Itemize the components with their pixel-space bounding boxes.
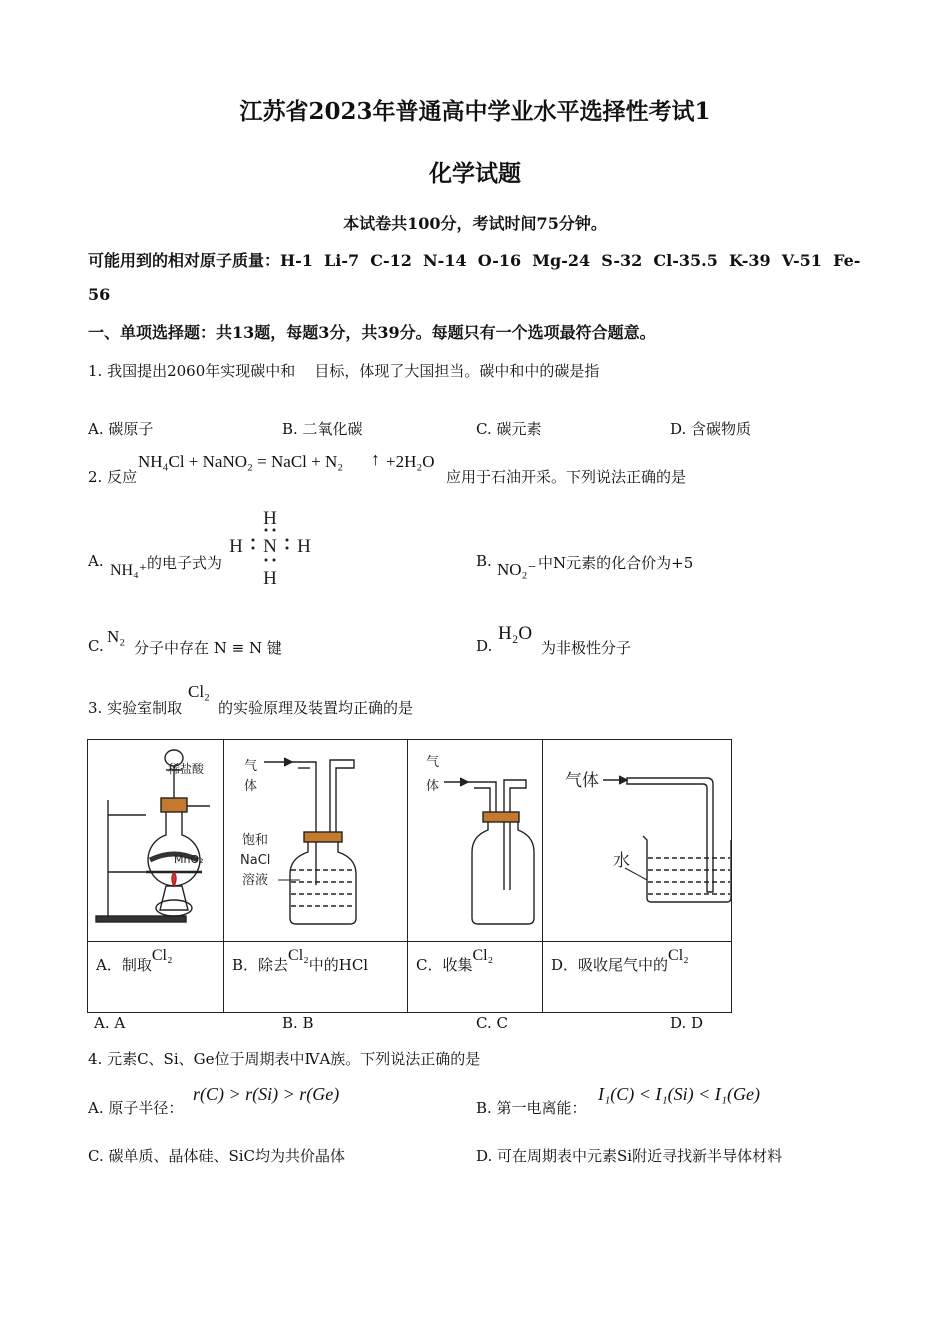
caption-a (88, 942, 224, 1013)
svg-text:H: H (263, 568, 277, 587)
caption-b-text: B．除去 (232, 956, 289, 974)
q3-option-b: B. B (282, 1014, 314, 1032)
svg-text:N: N (263, 536, 277, 557)
q2-option-a-formula: NH₄⁺ (110, 562, 148, 579)
q2-equation-right: +2H₂O (386, 452, 435, 471)
q1-option-c: C. 碳元素 (476, 420, 542, 438)
atomic-masses: 可能用到的相对原子质量：H-1 Li-7 C-12 N-14 O-16 Mg-24 S-32 Cl-35.5 K-39 V-51 Fe- (88, 251, 861, 270)
caption-b (224, 942, 408, 1013)
q2-prefix: 2. 反应 (88, 468, 138, 486)
q3-stem-suffix: 的实验原理及装置均正确的是 (218, 699, 414, 717)
figure-d-cell (543, 740, 732, 942)
exam-title: 江苏省2023年普通高中学业水平选择性考试1 (239, 98, 711, 125)
exam-info: 本试卷共100分，考试时间75分钟。 (343, 214, 607, 233)
figure-d-label-gas: 气体 (565, 771, 599, 791)
svg-text:H: H (263, 508, 277, 529)
q3-option-a: A. A (94, 1014, 126, 1032)
caption-a-text: A．制取 (96, 956, 152, 974)
atomic-masses-cont: 56 (88, 285, 111, 304)
washing-bottle-figure (224, 740, 407, 937)
q2-option-a-label: A. (88, 552, 104, 570)
q3-option-c: C. C (476, 1014, 508, 1032)
q3-stem-formula: Cl₂ (188, 682, 210, 701)
q2-option-d-text: 为非极性分子 (541, 639, 632, 657)
figure-b-label-nacl: NaCl (240, 853, 271, 868)
q1-stem: 1. 我国提出2060年实现碳中和 目标，体现了大国担当。碳中和中的碳是指 (88, 362, 600, 380)
q4-stem: 4. 元素C、Si、Ge位于周期表中ⅣA族。下列说法正确的是 (88, 1050, 481, 1068)
q1-option-d: D. 含碳物质 (670, 420, 752, 438)
q2-suffix: 应用于石油开采。下列说法正确的是 (446, 468, 687, 486)
figure-b-label-sat: 饱和 (242, 833, 269, 848)
q2-option-c-label: C. (88, 637, 104, 655)
q2-option-b-formula: NO₂⁻ (497, 560, 537, 579)
figure-c-cell (408, 740, 543, 942)
q2-equation-left: NH₄Cl + NaNO₂ = NaCl + N₂ (138, 452, 344, 471)
q2-option-d-formula: H₂O (498, 623, 533, 644)
q2-option-c-text: 分子中存在 N ≡ N 键 (134, 639, 282, 657)
q1-option-b: B. 二氧化碳 (282, 420, 363, 438)
caption-c-text: C．收集 (416, 956, 473, 974)
q4-option-a-formula: r(C) > r(Si) > r(Ge) (193, 1084, 340, 1104)
q2-option-d-label: D. (476, 637, 493, 655)
q3-stem-prefix: 3. 实验室制取 (88, 699, 183, 717)
collection-bottle-figure (408, 740, 542, 937)
svg-text:H: H (229, 536, 243, 557)
section-heading: 一、单项选择题：共13题，每题3分，共39分。每题只有一个选项最符合题意。 (88, 323, 656, 342)
figure-b-label-solution: 溶液 (242, 873, 269, 888)
figure-d-label-water: 水 (613, 851, 630, 871)
gas-arrow: ↑ (371, 449, 380, 469)
caption-a-formula: Cl₂ (151, 947, 173, 964)
q4-option-b-text: B. 第一电离能： (476, 1099, 587, 1117)
figure-c-label-gas2: 体 (426, 779, 440, 794)
q2-option-b-label: B. (476, 552, 492, 570)
figure-c-label-gas1: 气 (426, 755, 440, 770)
q3-option-d: D. D (670, 1014, 704, 1032)
q4-option-a-text: A. 原子半径： (88, 1099, 184, 1117)
q4-option-d: D. 可在周期表中元素Si附近寻找新半导体材料 (476, 1147, 783, 1165)
figure-b-label-gas2: 体 (244, 779, 258, 794)
caption-b-formula: Cl₂ (288, 947, 309, 964)
q2-option-b-text: 中N元素的化合价为+5 (538, 554, 694, 572)
q2-option-a-text: 的电子式为 (147, 554, 223, 572)
caption-c-formula: Cl₂ (472, 947, 494, 964)
chlorine-generator-figure (88, 740, 223, 937)
q4-option-b-formula: I₁(C) < I₁(Si) < I₁(Ge) (598, 1084, 761, 1104)
svg-text:H: H (297, 536, 311, 557)
caption-c (408, 942, 543, 1013)
caption-d-text: D．吸收尾气中的 (551, 956, 669, 974)
exam-subtitle: 化学试题 (429, 160, 521, 187)
ammonium-lewis-structure (226, 505, 316, 587)
figure-a-label-mno2: MnO₂ (174, 853, 204, 866)
figure-a-cell (88, 740, 224, 942)
q1-option-a: A. 碳原子 (88, 420, 154, 438)
apparatus-table (87, 739, 732, 1013)
q2-option-c-formula: N₂ (107, 627, 126, 646)
caption-d-formula: Cl₂ (668, 947, 689, 964)
q4-option-c: C. 碳单质、晶体硅、SiC均为共价晶体 (88, 1147, 346, 1165)
figure-a-label-acid: 稀盐酸 (168, 762, 205, 776)
figure-b-label-gas1: 气 (244, 759, 258, 774)
caption-b-text2: 中的HCl (308, 956, 369, 974)
figure-b-cell (224, 740, 408, 942)
caption-d (543, 942, 732, 1013)
absorption-beaker-figure (543, 740, 731, 937)
